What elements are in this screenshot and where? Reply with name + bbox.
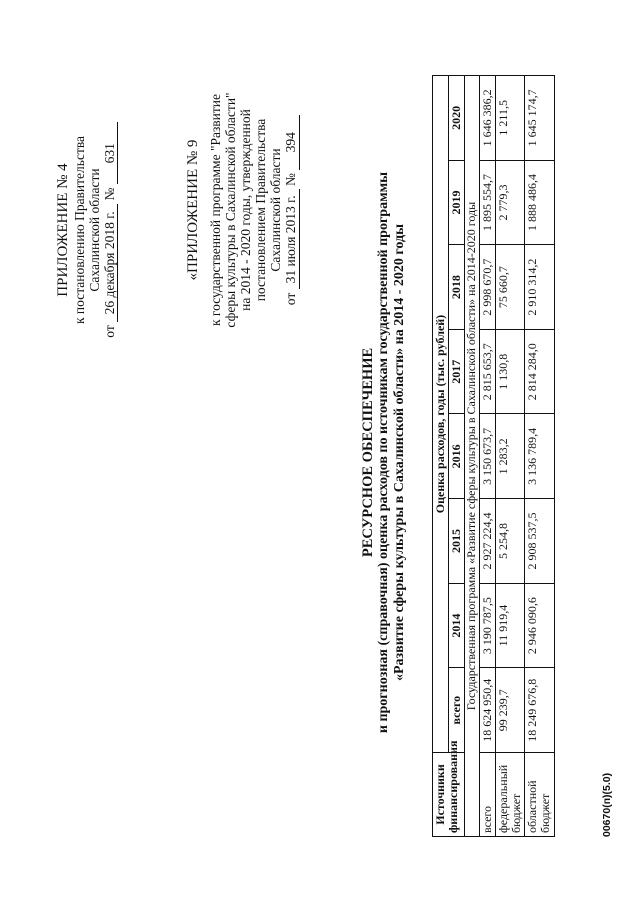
annex-4-line-2: Сахалинской области bbox=[86, 168, 102, 292]
annex-9-title: «ПРИЛОЖЕНИЕ № 9 bbox=[185, 139, 201, 281]
annex-9-line-5: Сахалинской области bbox=[268, 148, 284, 272]
header-2019: 2019 bbox=[449, 160, 465, 245]
header-source: Источники финансирования bbox=[433, 753, 465, 837]
cell-total: 18 249 676,8 bbox=[525, 668, 554, 753]
cell-2020: 1 646 386,2 bbox=[479, 76, 495, 161]
cell-total: 99 239,7 bbox=[495, 668, 524, 753]
cell-total: 18 624 950,4 bbox=[479, 668, 495, 753]
annex-4-header bbox=[55, 100, 118, 360]
annex-9-line-3: на 2014 - 2020 годы, утвержденной bbox=[238, 109, 254, 311]
row-source: областной бюджет bbox=[525, 753, 554, 837]
footer-code: 00670(п)(5.0) bbox=[601, 772, 613, 837]
program-row bbox=[465, 76, 479, 837]
annex-9-from-label: от bbox=[283, 292, 299, 306]
cell-2014: 3 190 787,5 bbox=[479, 583, 495, 668]
annex-4-line-1: к постановлению Правительства bbox=[71, 135, 87, 325]
cell-2018: 2 910 314,2 bbox=[525, 245, 554, 330]
cell-2017: 2 814 284,0 bbox=[525, 329, 554, 414]
cell-2016: 3 150 673,7 bbox=[479, 414, 495, 499]
cell-2016: 1 283,2 bbox=[495, 414, 524, 499]
cell-2019: 2 779,3 bbox=[495, 160, 524, 245]
cell-2017: 2 815 653,7 bbox=[479, 329, 495, 414]
header-2015: 2015 bbox=[449, 499, 465, 584]
heading-line-1: РЕСУРСНОЕ ОБЕСПЕЧЕНИЕ bbox=[360, 347, 376, 558]
header-2020: 2020 bbox=[449, 76, 465, 161]
annex-9-line-4: постановлением Правительства bbox=[253, 118, 269, 302]
cell-2017: 1 130,8 bbox=[495, 329, 524, 414]
cell-2014: 11 919,4 bbox=[495, 583, 524, 668]
document-heading bbox=[360, 60, 408, 845]
header-2017: 2017 bbox=[449, 329, 465, 414]
cell-2020: 1 645 174,7 bbox=[525, 76, 554, 161]
heading-line-3: «Развитие сферы культуры в Сахалинской области» на 2014 - 2020 годы bbox=[391, 223, 407, 682]
heading-line-2: и прогнозная (справочная) оценка расходов по источникам государственной программы bbox=[376, 171, 392, 734]
annex-9-date-line bbox=[283, 90, 299, 330]
cell-2020: 1 211,5 bbox=[495, 76, 524, 161]
header-2014: 2014 bbox=[449, 583, 465, 668]
cell-2019: 1 895 554,7 bbox=[479, 160, 495, 245]
cell-2018: 2 998 670,7 bbox=[479, 245, 495, 330]
cell-2016: 3 136 789,4 bbox=[525, 414, 554, 499]
annex-9-date: 31 июля 2013 г. bbox=[284, 189, 299, 289]
table-header-row bbox=[433, 76, 449, 837]
cell-2019: 1 888 486,4 bbox=[525, 160, 554, 245]
annex-9-number: 394 bbox=[284, 115, 299, 170]
cell-2015: 5 254,8 bbox=[495, 499, 524, 584]
row-source: всего bbox=[479, 753, 495, 837]
cell-2015: 2 927 224,4 bbox=[479, 499, 495, 584]
annex-4-number: 631 bbox=[103, 122, 118, 184]
cell-2018: 75 660,7 bbox=[495, 245, 524, 330]
annex-9-line-1: к государственной программе "Развитие bbox=[207, 93, 223, 327]
resource-table bbox=[432, 75, 555, 837]
table-row bbox=[525, 76, 554, 837]
annex-9-header bbox=[185, 90, 300, 330]
annex-9-line-2: сферы культуры в Сахалинской области" bbox=[222, 92, 238, 328]
table-row bbox=[495, 76, 524, 837]
annex-4-from-label: от bbox=[102, 325, 118, 338]
header-2018: 2018 bbox=[449, 245, 465, 330]
table-row bbox=[479, 76, 495, 837]
annex-9-number-label: № bbox=[283, 173, 299, 187]
row-source: федеральный бюджет bbox=[495, 753, 524, 837]
annex-4-title: ПРИЛОЖЕНИЕ № 4 bbox=[55, 163, 71, 297]
annex-4-number-label: № bbox=[102, 187, 118, 201]
header-total: всего bbox=[449, 668, 465, 753]
header-2016: 2016 bbox=[449, 414, 465, 499]
annex-4-date: 26 декабря 2018 г. bbox=[103, 204, 118, 322]
table-years-row bbox=[449, 76, 465, 837]
header-estimate: Оценка расходов, годы (тыс. рублей) bbox=[433, 76, 449, 753]
annex-4-date-line bbox=[102, 100, 118, 360]
program-title: Государственная программа «Развитие сферы культуры в Сахалинской области» на 2014-2020 годы bbox=[465, 76, 479, 837]
cell-2015: 2 908 537,5 bbox=[525, 499, 554, 584]
cell-2014: 2 946 090,6 bbox=[525, 583, 554, 668]
